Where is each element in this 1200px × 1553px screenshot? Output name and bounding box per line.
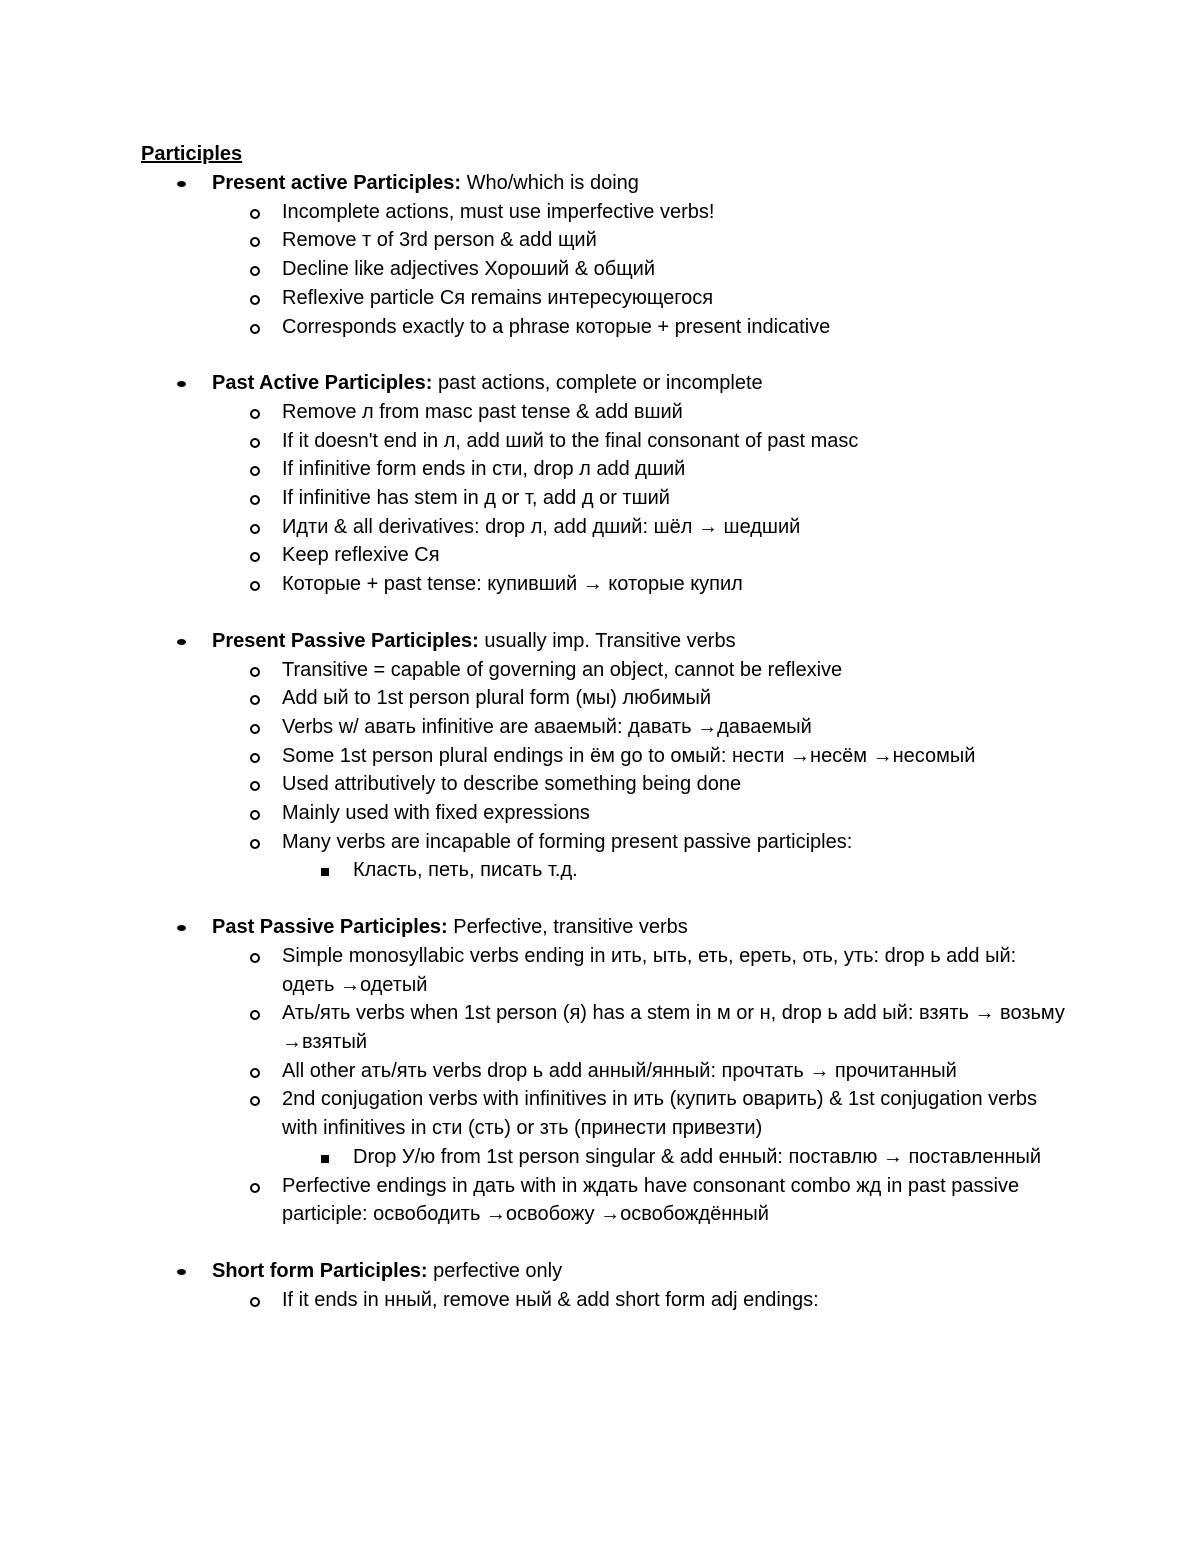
hollow-bullet-icon: [250, 667, 260, 677]
hollow-bullet-icon: [250, 1297, 260, 1307]
section-past-active: [141, 369, 1071, 599]
hollow-bullet-icon: [250, 466, 260, 476]
filled-bullet-icon: [177, 925, 186, 931]
hollow-bullet-icon: [250, 295, 260, 305]
hollow-bullet-icon: [250, 695, 260, 705]
filled-bullet-icon: [177, 639, 186, 645]
section-desc: Who/which is doing: [461, 172, 639, 194]
section-label: Short form Participles:: [212, 1259, 428, 1282]
filled-bullet-icon: [177, 181, 186, 187]
filled-bullet-icon: [177, 1269, 186, 1275]
section-label: Present active Participles:: [212, 172, 462, 194]
document: [141, 140, 1071, 1314]
list-item: If infinitive form ends in сти, drop л add дший: [141, 455, 1071, 484]
list-item: Simple monosyllabic verbs ending in ить, ыть, еть, ереть, оть, уть: drop ь add ый: одеть →одетый: [141, 942, 1071, 999]
list-item: Remove л from masc past tense & add вший: [141, 398, 1071, 427]
hollow-bullet-icon: [250, 524, 260, 534]
list-item: Которые + past tense: купивший → которые купил: [141, 570, 1071, 599]
section-heading: [141, 369, 1071, 398]
list-item: Идти & all derivatives: drop л, add дший: шёл → шедший: [141, 513, 1071, 542]
hollow-bullet-icon: [250, 953, 260, 963]
section-desc: Perfective, transitive verbs: [447, 916, 688, 939]
section-desc: usually imp. Transitive verbs: [478, 629, 736, 652]
hollow-bullet-icon: [250, 1183, 260, 1193]
section-desc: past actions, complete or incomplete: [432, 372, 763, 395]
list-item: Keep reflexive Ся: [141, 541, 1071, 570]
hollow-bullet-icon: [250, 438, 260, 448]
hollow-bullet-icon: [250, 324, 260, 334]
section-heading: [141, 1257, 1071, 1286]
section-present-active: [141, 169, 1071, 341]
list-item: 2nd conjugation verbs with infinitives in ить (купить оварить) & 1st conjugation verbs with infinitives in сти (сть) or зть (принести привезти): [141, 1085, 1071, 1142]
section-label: Past Active Participles:: [212, 372, 433, 395]
section-heading: [141, 913, 1071, 942]
hollow-bullet-icon: [250, 1068, 260, 1078]
list-item: Ать/ять verbs when 1st person (я) has a stem in м or н, drop ь add ый: взять → возьму →взятый: [141, 999, 1071, 1056]
sub-list-item: Класть, петь, писать т.д.: [141, 856, 1071, 885]
section-short-form: [141, 1257, 1071, 1314]
section-heading: [141, 169, 1071, 198]
section-label: Present Passive Participles:: [212, 629, 479, 652]
section-desc: perfective only: [427, 1259, 563, 1282]
hollow-bullet-icon: [250, 839, 260, 849]
list-item: Incomplete actions, must use imperfective verbs!: [141, 198, 1071, 227]
page-title: Participles: [141, 143, 243, 165]
list-item: All other ать/ять verbs drop ь add анный/янный: прочтать → прочитанный: [141, 1057, 1071, 1086]
section-heading: [141, 627, 1071, 656]
hollow-bullet-icon: [250, 781, 260, 791]
hollow-bullet-icon: [250, 724, 260, 734]
hollow-bullet-icon: [250, 753, 260, 763]
list-item: Decline like adjectives Хороший & общий: [141, 255, 1071, 284]
square-bullet-icon: [321, 868, 329, 876]
list-item: Verbs w/ авать infinitive are аваемый: давать →даваемый: [141, 713, 1071, 742]
list-item: Transitive = capable of governing an object, cannot be reflexive: [141, 656, 1071, 685]
hollow-bullet-icon: [250, 209, 260, 219]
list-item: Mainly used with fixed expressions: [141, 799, 1071, 828]
list-item: If it doesn't end in л, add ший to the final consonant of past masc: [141, 427, 1071, 456]
section-present-passive: [141, 627, 1071, 885]
list-item: If it ends in нный, remove ный & add short form adj endings:: [141, 1286, 1071, 1315]
list-item: Many verbs are incapable of forming present passive participles:: [141, 828, 1071, 857]
list-item: Some 1st person plural endings in ём go to омый: нести →несём →несомый: [141, 742, 1071, 771]
hollow-bullet-icon: [250, 409, 260, 419]
hollow-bullet-icon: [250, 810, 260, 820]
hollow-bullet-icon: [250, 266, 260, 276]
section-past-passive: [141, 913, 1071, 1229]
list-item: Corresponds exactly to a phrase которые + present indicative: [141, 313, 1071, 342]
hollow-bullet-icon: [250, 1096, 260, 1106]
hollow-bullet-icon: [250, 495, 260, 505]
list-item: Used attributively to describe something being done: [141, 770, 1071, 799]
sub-list-item: Drop У/ю from 1st person singular & add енный: поставлю → поставленный: [141, 1143, 1071, 1172]
hollow-bullet-icon: [250, 1010, 260, 1020]
hollow-bullet-icon: [250, 552, 260, 562]
section-label: Past Passive Participles:: [212, 916, 448, 939]
square-bullet-icon: [321, 1155, 329, 1163]
filled-bullet-icon: [177, 381, 186, 387]
list-item: If infinitive has stem in д or т, add д or тший: [141, 484, 1071, 513]
hollow-bullet-icon: [250, 237, 260, 247]
list-item: Reflexive particle Ся remains интересующегося: [141, 284, 1071, 313]
list-item: Perfective endings in дать with in ждать have consonant combo жд in past passive participle: освободить →освобожу →освобождённый: [141, 1172, 1071, 1229]
hollow-bullet-icon: [250, 581, 260, 591]
list-item: Remove т of 3rd person & add щий: [141, 226, 1071, 255]
list-item: Add ый to 1st person plural form (мы) любимый: [141, 684, 1071, 713]
